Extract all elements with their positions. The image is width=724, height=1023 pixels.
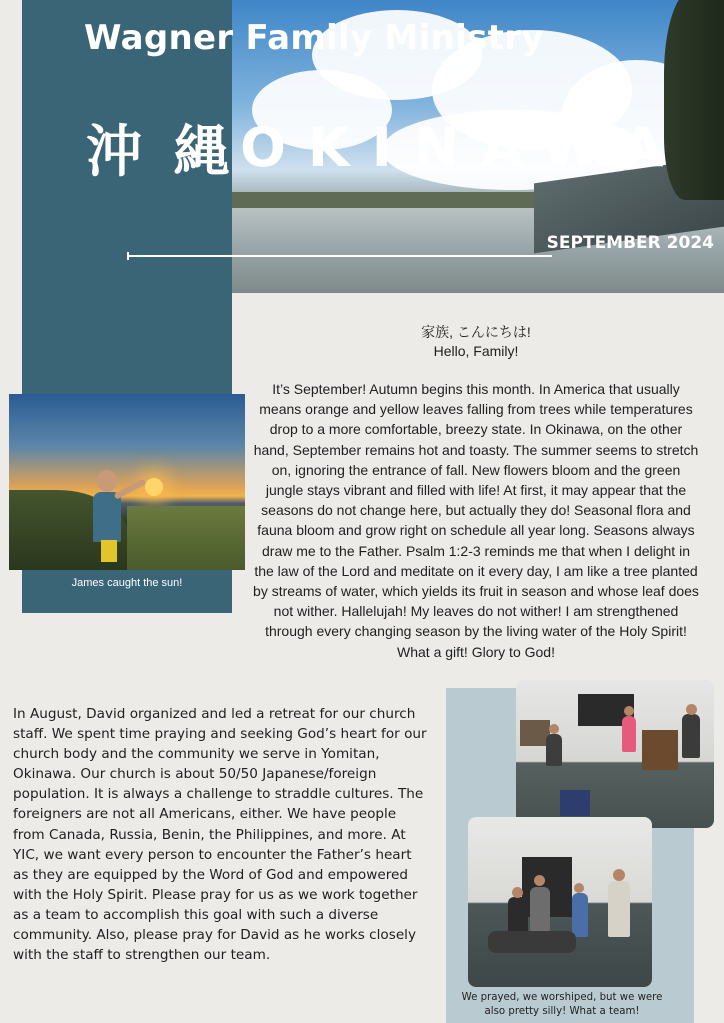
title-band — [22, 0, 232, 397]
worship-photo — [516, 680, 714, 828]
okinawa-heading: OKINAWA — [240, 116, 686, 179]
retreat-paragraph: In August, David organized and led a retreat for our church staff. We spent time praying and seeking God’s heart for our church body and the community we serve in Yomitan, Okinawa. Our church is about 50/50 Japanese/foreign population. It is always a challenge to straddle cultures. The foreigners are not all Americans, either. We have people from Canada, Russia, Benin, the Philippines, and more. At YIC, we want every person to encounter the Father’s heart as they are equipped by the Word of God and empowered with the Holy Spirit. Please pray for us as we work together as a team to accomplish this goal with such a diverse community. Also, please pray for David as he works closely with the staff to strengthen our team. — [13, 706, 427, 964]
issue-date: SEPTEMBER 2024 — [546, 233, 714, 253]
letter-body: It’s September! Autumn begins this month. In America that usually means orange and yellow leaves falling from trees while temperatures drop to a more comfortable, breezy state. In Okinawa, on the other hand, September remains hot and toasty. The summer seems to stretch on, ignoring the entrance of fall. New flowers bloom and the green jungle stays vibrant and filled with life! At first, it may appear that the seasons do not change here, but actually they do! Seasonal flora and fauna bloom and grow right on schedule all year long. Seasons always draw me to the Father. Psalm 1:2-3 reminds me that when I delight in the law of the Lord and meditate on it every day, I am like a tree planted by streams of water, which yields its fruit in season and whose leaf does not wither. Hallelujah! My leaves do not wither! I am strengthened through every changing season by the living water of the Holy Spirit! What a gift! Glory to God! — [253, 381, 699, 660]
okinawa-kanji: 沖 縄 — [86, 120, 236, 185]
newsletter-title: Wagner Family Ministry — [84, 18, 544, 58]
sunset-photo — [9, 394, 245, 570]
retreat-photos-caption: We prayed, we worshiped, but we were also pretty silly! What a team! — [461, 992, 663, 1017]
header-divider — [127, 255, 552, 257]
greeting-japanese: 家族, こんにちは! — [421, 324, 531, 340]
greeting-english: Hello, Family! — [433, 343, 519, 359]
sunset-caption: James caught the sun! — [71, 577, 183, 589]
silly-team-photo — [468, 817, 652, 987]
